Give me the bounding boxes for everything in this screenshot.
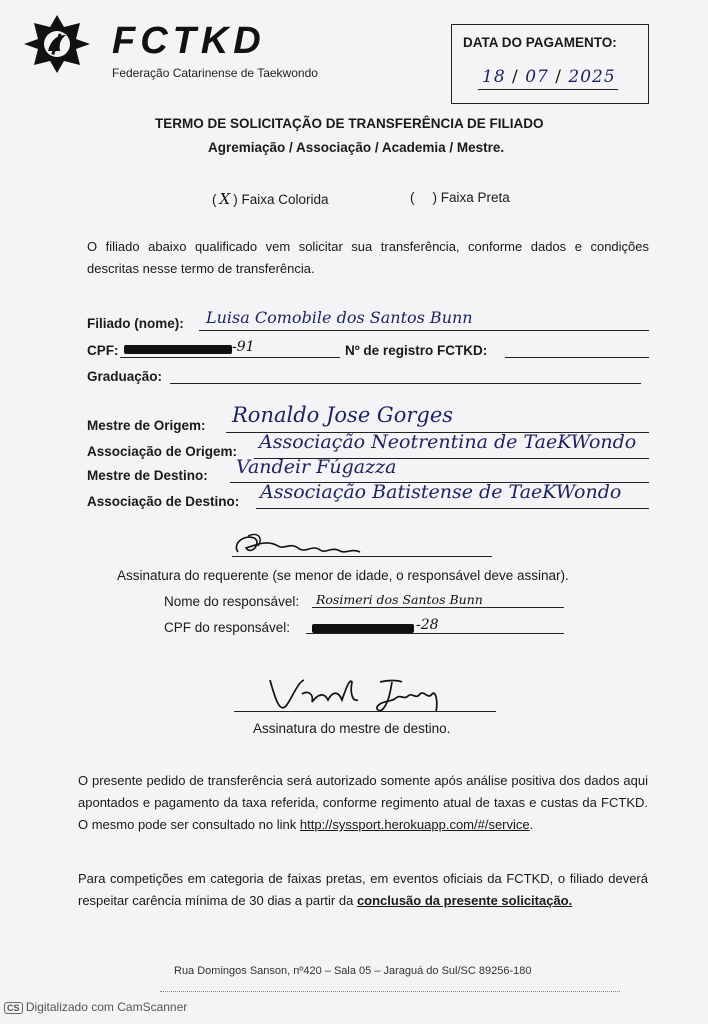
- master-signature: [262, 672, 482, 720]
- footer-contact-cutoff: [160, 991, 620, 998]
- payment-year: 2025: [568, 67, 616, 87]
- camscanner-icon: CS: [4, 1002, 23, 1014]
- payment-date-box: [451, 24, 649, 104]
- scanner-watermark: [4, 1000, 187, 1014]
- member-name-value: Luisa Comobile dos Santos Bunn: [206, 308, 473, 327]
- intro-paragraph: O filiado abaixo qualificado vem solicitar sua transferência, conforme dados e condições descritas nesse termo de transferência.: [87, 239, 649, 276]
- belt-black-option: ( ) Faixa Preta: [410, 190, 510, 205]
- service-link[interactable]: http://syssport.herokuapp.com/#/service: [299, 817, 530, 832]
- origin-master-value: Ronaldo Jose Gorges: [232, 403, 454, 427]
- member-name-label: Filiado (nome):: [87, 316, 184, 331]
- cpf-label: CPF:: [87, 343, 119, 358]
- document-title: TERMO DE SOLICITAÇÃO DE TRANSFERÊNCIA DE FILIADO: [155, 116, 544, 131]
- watermark-text: Digitalizado com CamScanner: [25, 1000, 188, 1014]
- competition-text: Para competições em categoria de faixas pretas, em eventos oficiais da FCTKD, o filiado deverá respeitar carência mínima de 30 dias a partir da: [78, 871, 648, 908]
- competition-paragraph: [78, 868, 648, 912]
- dest-assoc-label: Associação de Destino:: [87, 494, 240, 509]
- payment-month: 07: [525, 67, 549, 87]
- fctkd-logo: [22, 13, 92, 75]
- origin-master-label: Mestre de Origem:: [87, 418, 206, 433]
- requester-signature-caption: Assinatura do requerente (se menor de idade, o responsável deve assinar).: [117, 568, 569, 583]
- notice-paragraph: O presente pedido de transferência será autorizado somente após análise positiva dos dados aqui apontados e pagamento da taxa referida, conforme regimento atual de taxas e custas da FCTKD. O mesmo pode ser consultado no link http://syssport.herokuapp.com/#/service.: [78, 773, 648, 832]
- resp-cpf-redaction: [312, 624, 414, 633]
- origin-assoc-label: Associação de Origem:: [87, 444, 238, 459]
- belt-black-label: Faixa Preta: [440, 190, 510, 205]
- dest-master-value: Vandeir Fúgazza: [236, 456, 397, 478]
- payment-date-label: DATA DO PAGAMENTO:: [463, 35, 617, 50]
- origin-assoc-value: Associação Neotrentina de TaeKWondo: [259, 431, 637, 453]
- graduation-label: Graduação:: [87, 369, 163, 384]
- cpf-redaction: [124, 345, 232, 354]
- resp-name-label: Nome do responsável:: [164, 594, 300, 609]
- footer-address: Rua Domingos Sanson, nº420 – Sala 05 – Jaraguá do Sul/SC 89256-180: [174, 965, 532, 977]
- competition-emphasis: conclusão da presente solicitação.: [356, 893, 573, 908]
- belt-colored-mark: X: [219, 190, 231, 208]
- resp-name-value: Rosimeri dos Santos Bunn: [316, 592, 483, 607]
- notice-text: O presente pedido de transferência será autorizado somente após análise positiva dos dados aqui apontados e pagamento da taxa referida, conforme regimento atual de taxas e custas da FCTKD. O mesmo pode ser consultado no link: [78, 773, 648, 832]
- resp-cpf-label: CPF do responsável:: [164, 620, 291, 635]
- dest-master-label: Mestre de Destino:: [87, 468, 208, 483]
- document-subtitle: Agremiação / Associação / Academia / Mestre.: [208, 140, 505, 155]
- belt-colored-label: Faixa Colorida: [241, 192, 329, 207]
- master-signature-caption: Assinatura do mestre de destino.: [253, 721, 451, 736]
- payment-date-value: 18 / 07 / 2025: [482, 67, 616, 87]
- registration-label: Nº de registro FCTKD:: [345, 343, 488, 358]
- org-name: Federação Catarinense de Taekwondo: [112, 66, 318, 80]
- cpf-suffix: -91: [232, 339, 255, 355]
- payment-day: 18: [482, 67, 506, 87]
- resp-cpf-suffix: -28: [416, 617, 439, 633]
- belt-colored-option: ( X ) Faixa Colorida: [212, 190, 329, 208]
- dest-assoc-value: Associação Batistense de TaeKWondo: [260, 481, 622, 503]
- brand-wordmark: FCTKD: [112, 20, 266, 62]
